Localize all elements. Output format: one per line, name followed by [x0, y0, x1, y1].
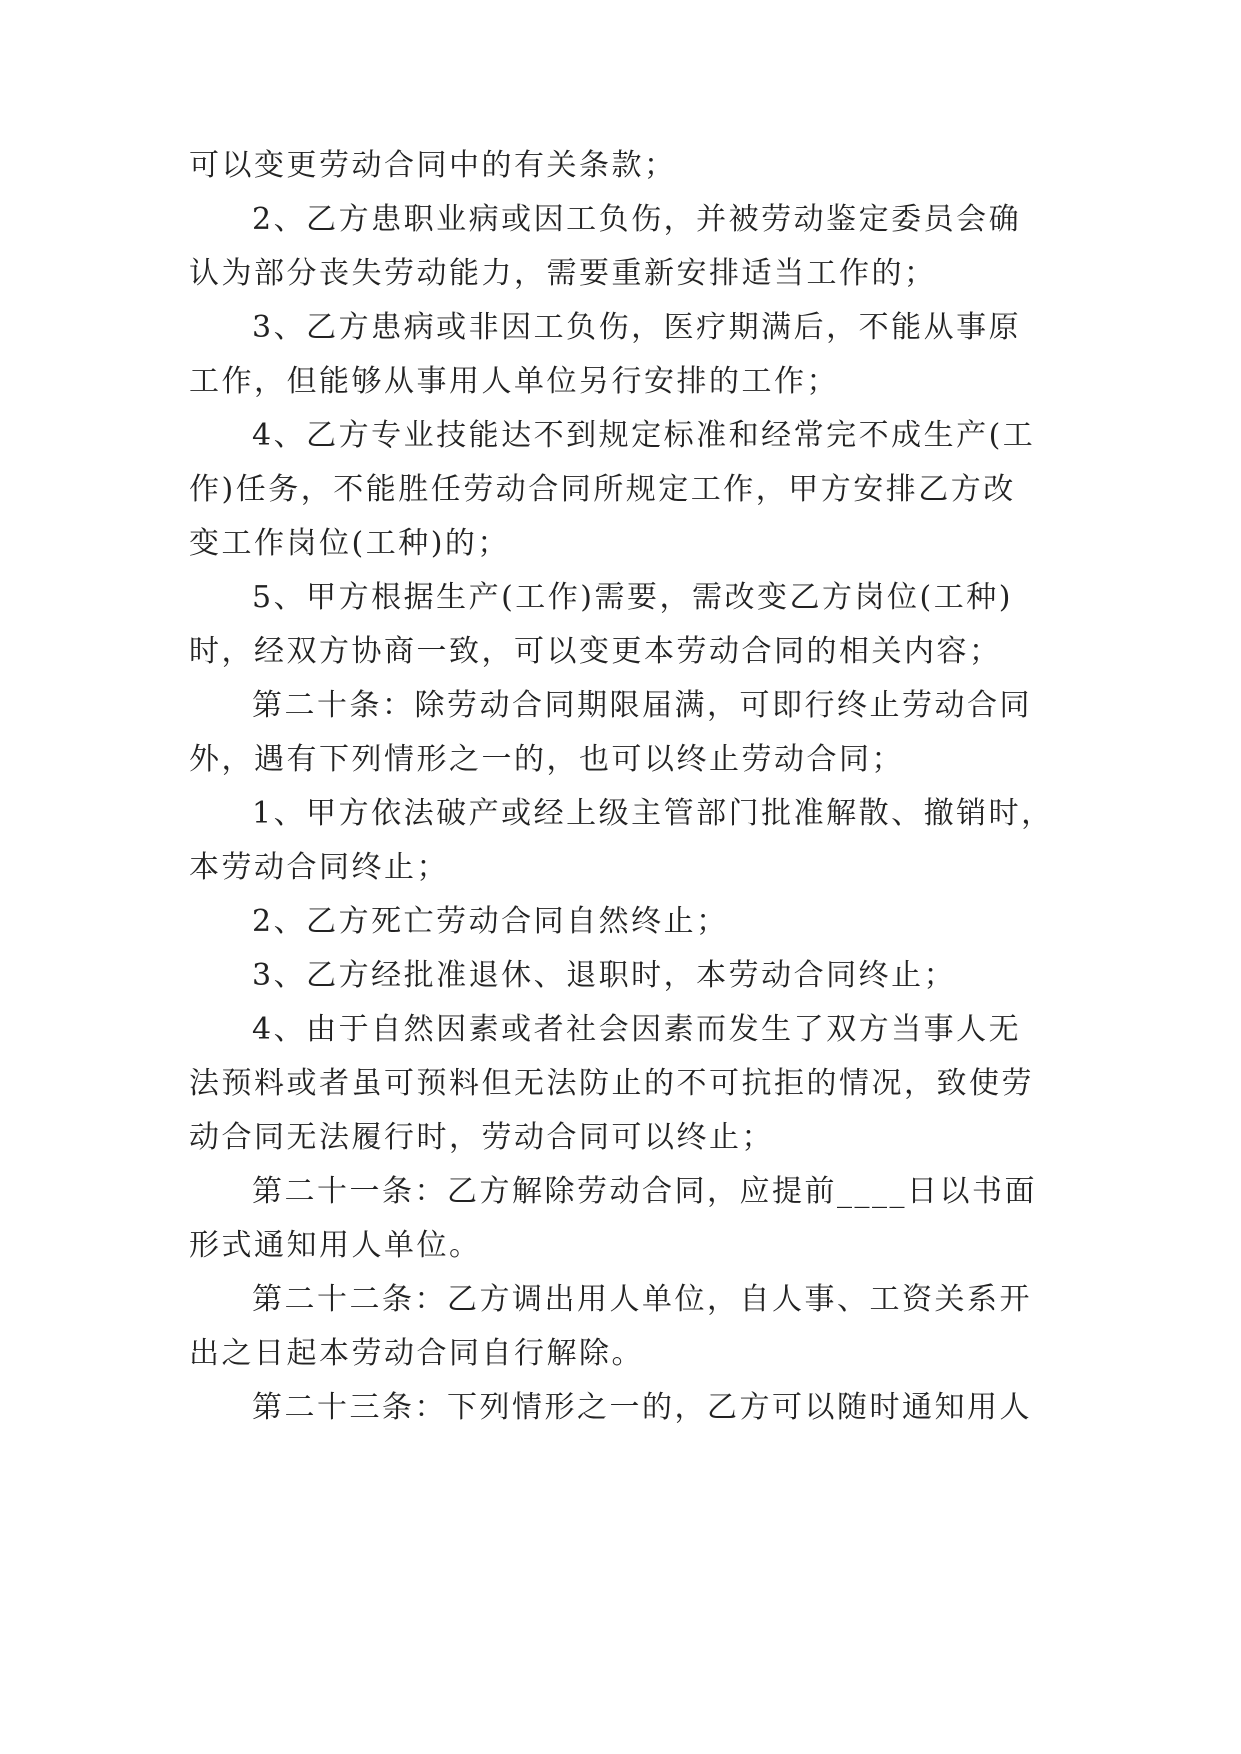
- text-line: 工作，但能够从事用人单位另行安排的工作；: [189, 364, 839, 399]
- text-line: 出之日起本劳动合同自行解除。: [189, 1336, 644, 1371]
- text-line: 2、乙方患职业病或因工负伤，并被劳动鉴定委员会确: [252, 202, 1022, 237]
- text-line: 第二十一条：乙方解除劳动合同，应提前____日以书面: [252, 1174, 1037, 1209]
- text-line: 第二十三条：下列情形之一的，乙方可以随时通知用人: [252, 1390, 1032, 1425]
- text-line: 2、乙方死亡劳动合同自然终止；: [252, 904, 729, 939]
- text-line: 时，经双方协商一致，可以变更本劳动合同的相关内容；: [189, 634, 1002, 669]
- text-line: 法预料或者虽可预料但无法防止的不可抗拒的情况，致使劳: [189, 1066, 1034, 1101]
- text-line: 3、乙方患病或非因工负伤，医疗期满后，不能从事原: [252, 310, 1022, 345]
- text-line: 4、由于自然因素或者社会因素而发生了双方当事人无: [252, 1012, 1022, 1047]
- text-line: 外，遇有下列情形之一的，也可以终止劳动合同；: [189, 742, 904, 777]
- text-line: 1、甲方依法破产或经上级主管部门批准解散、撤销时，: [252, 796, 1054, 831]
- text-line: 变工作岗位(工种)的；: [189, 526, 510, 561]
- text-line: 认为部分丧失劳动能力，需要重新安排适当工作的；: [189, 256, 937, 291]
- text-line: 本劳动合同终止；: [189, 850, 449, 885]
- text-line: 第二十条：除劳动合同期限届满，可即行终止劳动合同: [252, 688, 1032, 723]
- text-line: 4、乙方专业技能达不到规定标准和经常完不成生产(工: [252, 418, 1036, 453]
- text-line: 形式通知用人单位。: [189, 1228, 482, 1263]
- text-line: 作)任务，不能胜任劳动合同所规定工作，甲方安排乙方改: [189, 472, 1016, 507]
- text-line: 第二十二条：乙方调出用人单位，自人事、工资关系开: [252, 1282, 1032, 1317]
- text-line: 动合同无法履行时，劳动合同可以终止；: [189, 1120, 774, 1155]
- text-line: 可以变更劳动合同中的有关条款；: [189, 148, 677, 183]
- text-line: 3、乙方经批准退休、退职时，本劳动合同终止；: [252, 958, 957, 993]
- text-line: 5、甲方根据生产(工作)需要，需改变乙方岗位(工种): [252, 580, 1013, 615]
